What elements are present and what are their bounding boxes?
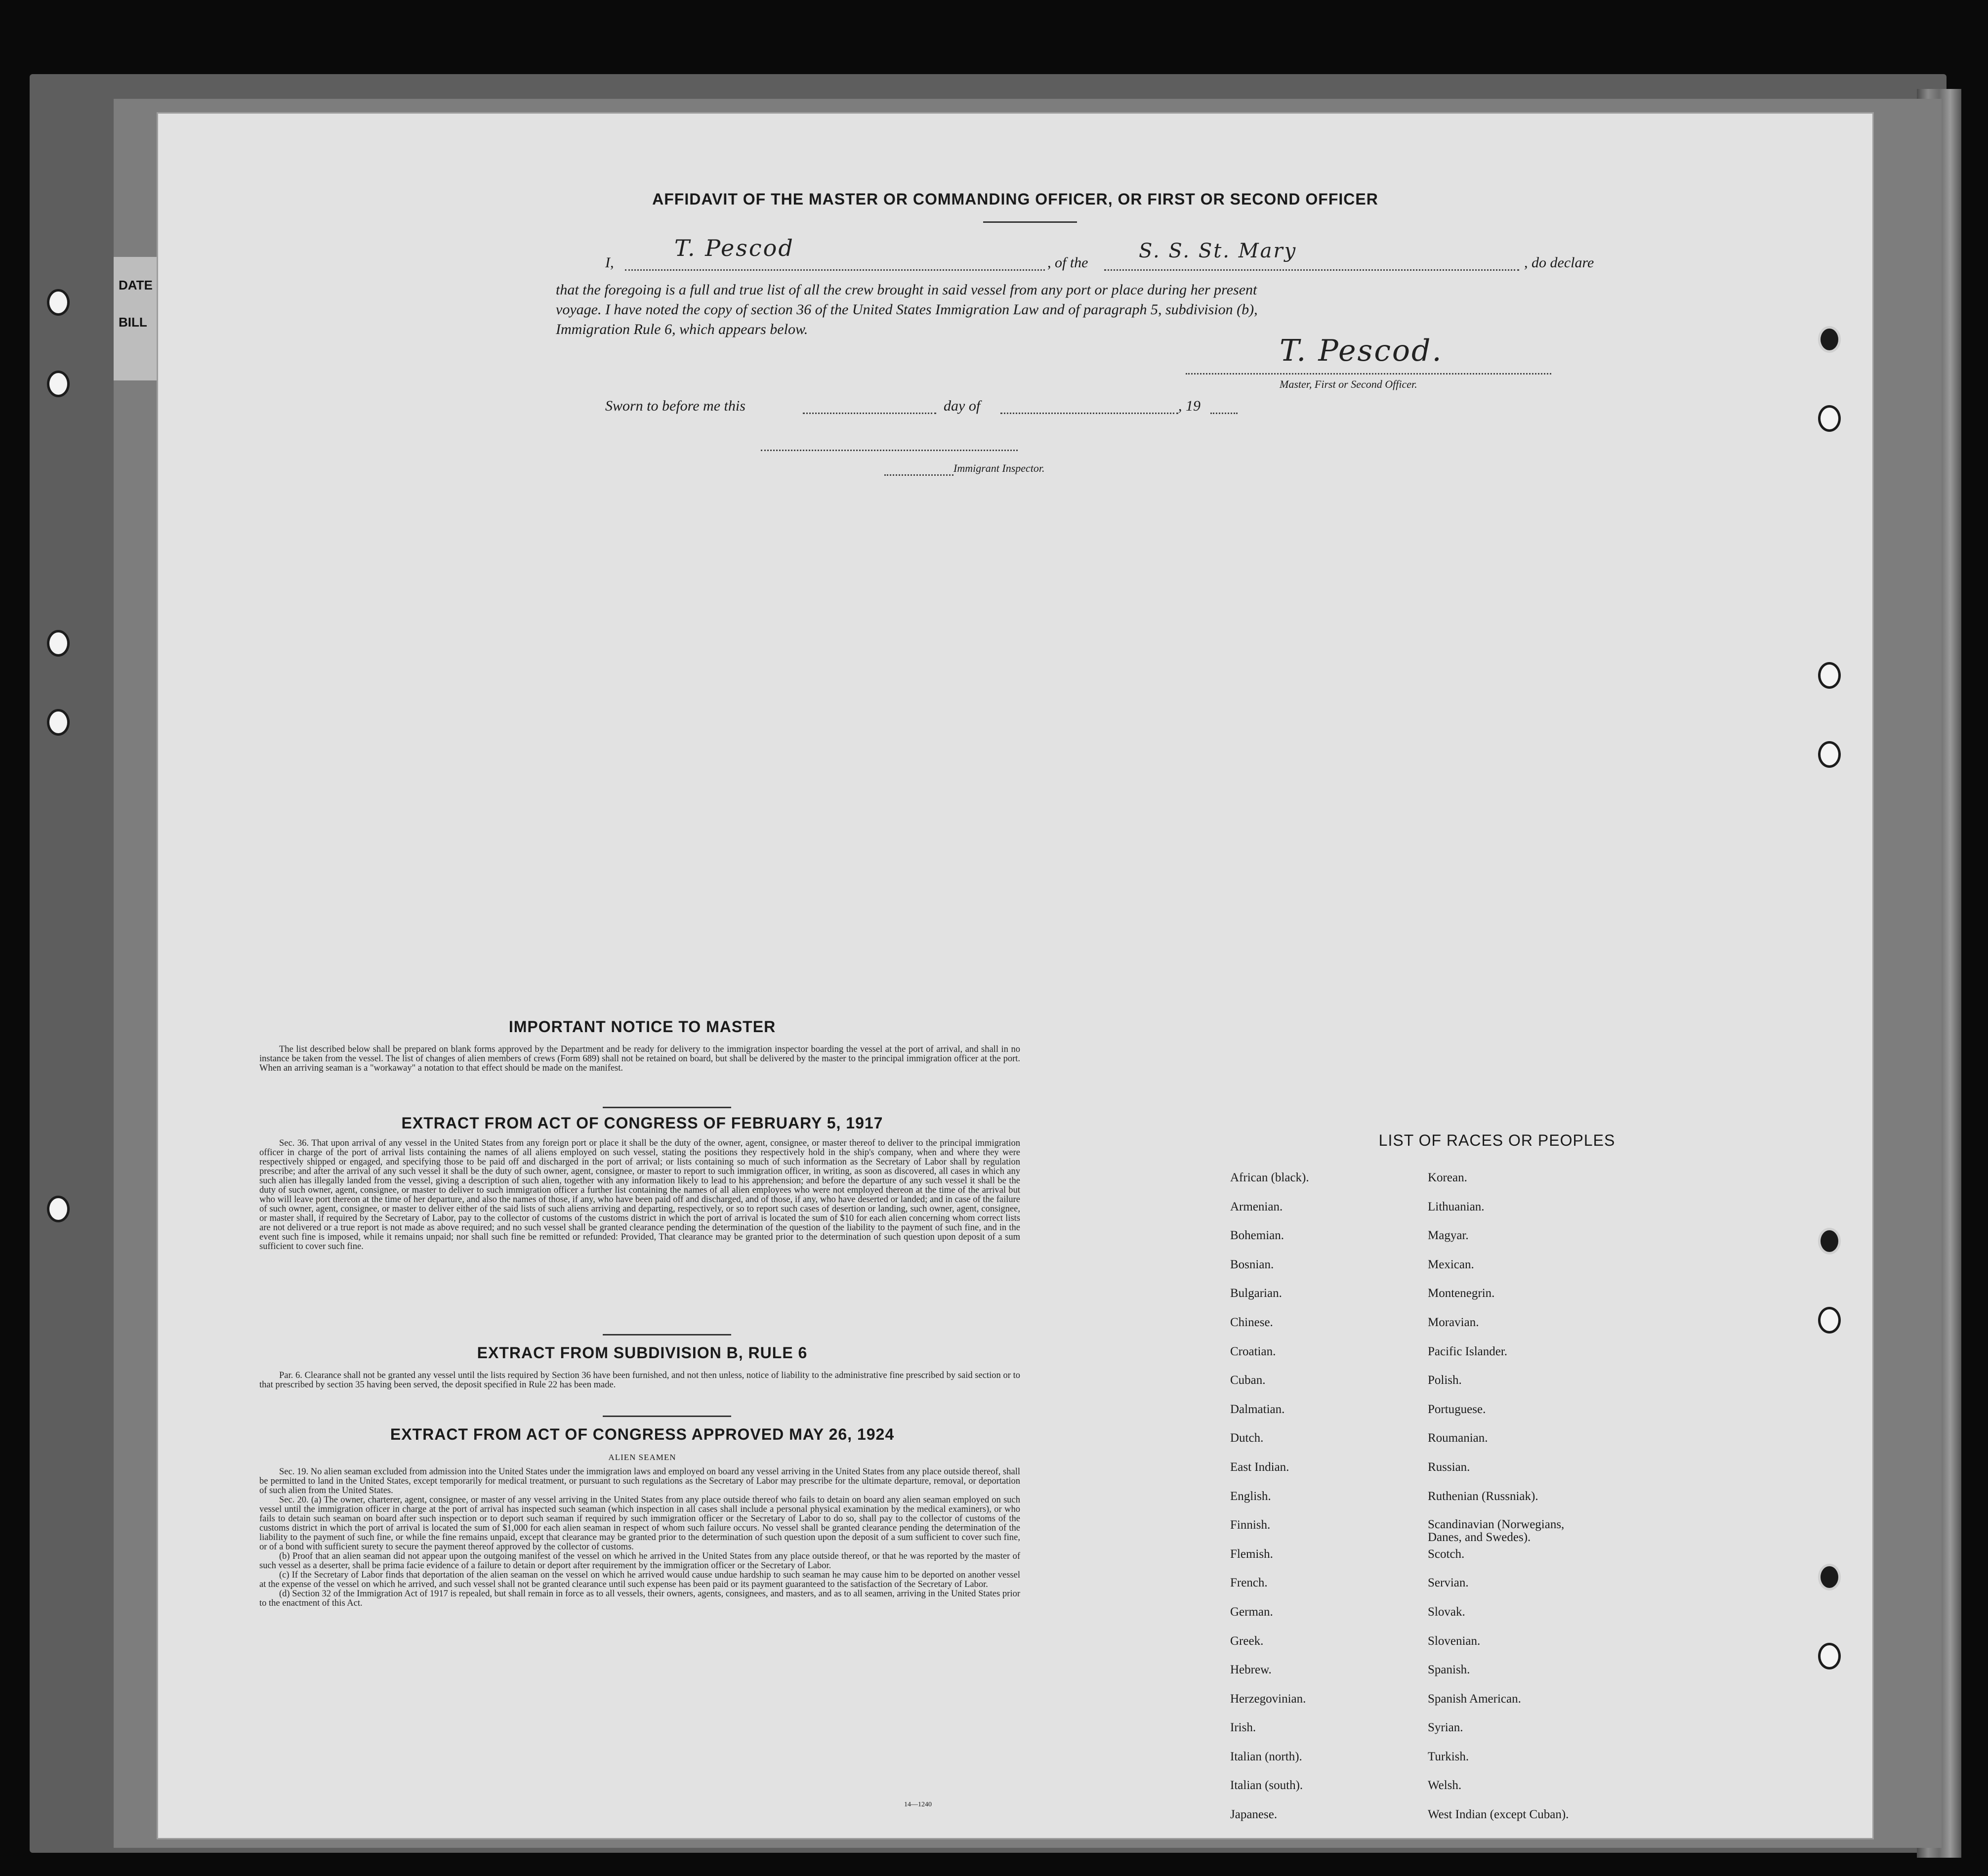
inspector-caption: Immigrant Inspector. [953,462,1045,474]
race-item: Cuban. [1230,1374,1266,1387]
race-item: English. [1230,1489,1271,1503]
sworn-year-label: , 19 [1178,398,1201,414]
binder-hole-icon [1818,405,1841,432]
race-item: Finnish. [1230,1518,1271,1532]
race-item: Spanish American. [1428,1692,1521,1706]
signature-caption: Master, First or Second Officer. [1280,378,1417,390]
race-item: Welsh. [1428,1779,1462,1793]
binder-hole-icon [1818,1307,1841,1334]
section-divider [603,1334,731,1335]
extract-1917-text [259,1139,1020,1251]
race-item: Italian (north). [1230,1750,1302,1763]
affidavit-line-4: Immigration Rule 6, which appears below. [556,321,808,337]
notice-title: IMPORTANT NOTICE TO MASTER [508,1018,776,1036]
affidavit-title: AFFIDAVIT OF THE MASTER OR COMMANDING OFFICER, OR FIRST OR SECOND OFFICER [652,190,1378,208]
race-item: Lithuanian. [1428,1200,1485,1213]
race-item: African (black). [1230,1171,1309,1184]
race-item: Spanish. [1428,1663,1470,1677]
sec-20a-text: Sec. 20. (a) The owner, charterer, agent, consignee, or master of any vessel arriving in the United States from any place outside thereof who fails to detain on board any alien seaman employed on such vessel until the immigration officer in charge at the port of arrival has inspected such seaman (which inspection in all cases shall include a personal physical examination by the medical examiners), or who fails to detain such seaman on board after such inspection or to deport such seaman if required by such immigration officer or the Secretary of Labor to do so, shall pay to the collector of customs of the customs district in which the port of arrival is located the sum of $1,000 for each alien seaman in respect of whom such failure occurs. No vessel shall be granted clearance pending the determination of the liability to the payment of such fine, or while the fine remains unpaid, except that clearance may be granted prior to the determination of such question upon the deposit of a sum sufficient to cover such fine, or of a bond with sufficient surety to secure the payment thereof approved by the collector of customs. [259,1495,1020,1552]
race-item: Scotch. [1428,1547,1465,1561]
of-the-label: , of the [1047,254,1088,271]
tab-label-date: DATE [119,278,153,292]
sec-36-label: Sec. 36. [279,1138,309,1148]
sec-20d-text: (d) Section 32 of the Immigration Act of 1917 is repealed, but shall remain in force as to all vessels, their owners, agents, consignees, and masters, and as to all seamen, arriving in the United States prior to the enactment of this Act. [259,1589,1020,1608]
race-item: Croatian. [1230,1344,1276,1358]
sworn-day-field [803,413,936,414]
sworn-prefix: Sworn to before me this [605,398,746,414]
binder-hole-icon [47,371,70,397]
binder-hole-icon [1818,326,1841,353]
race-item: Dalmatian. [1230,1402,1285,1416]
master-signature: T. Pescod. [1280,334,1443,368]
tab-label-bill: BILL [119,315,147,330]
race-item: Chinese. [1230,1315,1273,1329]
affidavit-line-1 [605,235,1657,284]
master-name-handwritten: T. Pescod [674,235,794,261]
section-divider [603,1107,731,1108]
race-item: Polish. [1428,1374,1462,1387]
race-item: Roumanian. [1428,1431,1488,1445]
race-item: Dutch. [1230,1431,1264,1445]
sworn-day-label: day of [944,398,981,414]
race-item: West Indian (except Cuban). [1428,1808,1569,1822]
race-item: Slovak. [1428,1605,1465,1619]
vessel-name-handwritten: S. S. St. Mary [1139,240,1297,262]
race-item: Pacific Islander. [1428,1344,1508,1358]
inspector-signature-line [761,450,1018,451]
signature-line [1186,373,1551,375]
race-item: Montenegrin. [1428,1287,1495,1300]
race-item: Portuguese. [1428,1402,1486,1416]
extract-rule6-text: Par. 6. Clearance shall not be granted any vessel until the lists required by Section 36 have been furnished, and not then unless, notice of liability to the administrative fine prescribed by said section or to that prescribed by section 35 having been served, the deposit specified in Rule 22 has been made. [259,1371,1020,1390]
race-item: Magyar. [1428,1229,1469,1243]
binder-hole-icon [1818,1228,1841,1254]
master-name-field [625,269,1045,271]
race-item: Scandinavian (Norwegians, Danes, and Swedes). [1428,1518,1565,1544]
affidavit-form-page [158,114,1872,1838]
binder-hole-icon [1818,741,1841,768]
affidavit-line-3: voyage. I have noted the copy of section 36 of the United States Immigration Law and of paragraph 5, subdivision (b), [556,301,1258,318]
race-item: Mexican. [1428,1257,1474,1271]
binder-hole-icon [1818,662,1841,689]
race-item: French. [1230,1576,1268,1590]
race-item: Russian. [1428,1460,1470,1474]
race-item: Syrian. [1428,1721,1463,1735]
binder-hole-icon [1818,1564,1841,1590]
sec-19-text: Sec. 19. No alien seaman excluded from admission into the United States under the immigration laws and employed on board any vessel arriving in the United States from any place outside thereof, shall be permitted to land in the United States, except temporarily for medical treatment, or pursuant to such regulations as the Secretary of Labor may prescribe for the ultimate departure, removal, or deportation of such alien from the United States. [259,1467,1020,1496]
binder-hole-icon [1818,1643,1841,1669]
race-item: Armenian. [1230,1200,1283,1213]
sworn-line [605,398,1247,417]
inspector-caption-line [884,474,953,476]
race-item: Italian (south). [1230,1779,1303,1793]
binder-hole-icon [47,289,70,316]
sec-20b-text: (b) Proof that an alien seaman did not appear upon the outgoing manifest of the vessel on which he arrived in the United States from any place outside thereof, or that he was reported by the master of such vessel as a deserter, shall be prima facie evidence of a failure to detain or deport after requirement by the immigration officer or the Secretary of Labor. [259,1551,1020,1571]
vessel-name-field [1104,269,1519,271]
alien-seamen-subtitle: ALIEN SEAMEN [608,1453,676,1462]
binder-hole-icon [47,630,70,657]
declare-label: , do declare [1524,254,1594,271]
race-item: Bosnian. [1230,1257,1274,1271]
notice-text: The list described below shall be prepared on blank forms approved by the Department and be ready for delivery to the immigration inspector boarding the vessel at the port of arrival, and shall in no instance be taken from the vessel. The list of changes of alien members of crews (Form 689) shall not be retained on board, but shall be delivered by the master to the principal immigration officer at the port. When an arriving seaman is a "workaway" a notation to that effect should be made on the manifest. [259,1044,1020,1073]
section-divider [603,1416,731,1417]
race-item: German. [1230,1605,1273,1619]
sworn-year-field [1210,413,1238,414]
race-item: Slovenian. [1428,1634,1481,1648]
affidavit-line-2: that the foregoing is a full and true list of all the crew brought in said vessel from any port or place during her present [556,282,1257,298]
races-left-column [1230,1171,1418,1837]
race-item: Ruthenian (Russniak). [1428,1489,1538,1503]
race-item: Bulgarian. [1230,1287,1282,1300]
declarant-prefix: I, [605,254,614,271]
extract-1917-title: EXTRACT FROM ACT OF CONGRESS OF FEBRUARY 5, 1917 [401,1114,883,1132]
races-right-column [1428,1171,1635,1837]
extract-1924-title: EXTRACT FROM ACT OF CONGRESS APPROVED MAY 26, 1924 [390,1425,895,1443]
race-item: Flemish. [1230,1547,1273,1561]
binder-hole-icon [47,709,70,736]
sworn-month-field [1000,413,1178,414]
title-rule [983,221,1077,223]
race-item: Herzegovinian. [1230,1692,1306,1706]
race-item: Servian. [1428,1576,1469,1590]
race-item: Turkish. [1428,1750,1469,1763]
race-item: Moravian. [1428,1315,1479,1329]
race-item: Bohemian. [1230,1229,1284,1243]
extract-1924-text [259,1467,1020,1608]
race-item: East Indian. [1230,1460,1289,1474]
form-number: 14—1240 [904,1801,932,1808]
sec-36-body: That upon arrival of any vessel in the United States from any foreign port or place it shall be the duty of the owner, agent, consignee, or master thereof to deliver to the principal immigration officer in charge of the port of arrival lists containing the names of all aliens employed on such vessel, stating the positions they respectively hold in the ship's company, when and where they were respectively shipped or engaged, and specifying those to be paid off and discharged in the port of arrival; or lists containing so much of such information as the Secretary of Labor shall by regulation prescribe; and after the arrival of any such vessel it shall be the duty of such owner, agent, consignee, or master to report to such immigration officer, in writing, as soon as discovered, all cases in which any such alien has illegally landed from the vessel, giving a description of such alien, together with any information likely to lead to his apprehension; and before the departure of any such vessel it shall be the duty of such owner, agent, consignee, or master to deliver to such immigration officer a further list containing the names of all alien employees who were not employed thereon at the time of the arrival but who will leave port thereon at the time of her departure, and also the names of those, if any, who have been paid off and discharged, and of those, if any, who have deserted or landed; and in case of the failure of such owner, agent, consignee, or master to deliver either of the said lists of such aliens arriving and departing, respectively, or so to report such cases of desertion or landing, such owner, agent, consignee, or master shall, if required by the Secretary of Labor, pay to the collector of customs of the customs district in which the port of arrival is located the sum of $10 for each alien concerning whom correct lists are not delivered or a true report is not made as above required; and no such vessel shall be granted clearance pending the determination of the question of the liability to the payment of such fine, and in the event such fine is imposed, while it remains unpaid; nor shall such fine be remitted or refunded: Provided, That clearance may be granted prior to the determination of such question upon deposit of a sum sufficient to cover such fine. [259,1138,1020,1251]
race-item: Hebrew. [1230,1663,1272,1677]
race-item: Greek. [1230,1634,1264,1648]
race-item: Korean. [1428,1171,1467,1184]
extract-rule6-title: EXTRACT FROM SUBDIVISION B, RULE 6 [477,1344,808,1362]
sec-20c-text: (c) If the Secretary of Labor finds that deportation of the alien seaman on the vessel on which he arrived would cause undue hardship to such seaman he may cause him to be deported on another vessel at the expense of the vessel on which he arrived, and such vessel shall not be granted clearance until such expense has been paid or its payment guaranteed to the satisfaction of the Secretary of Labor. [259,1570,1020,1589]
binder-hole-icon [47,1196,70,1222]
race-item: Irish. [1230,1721,1256,1735]
races-title: LIST OF RACES OR PEOPLES [1378,1131,1615,1149]
race-item: Japanese. [1230,1808,1278,1822]
